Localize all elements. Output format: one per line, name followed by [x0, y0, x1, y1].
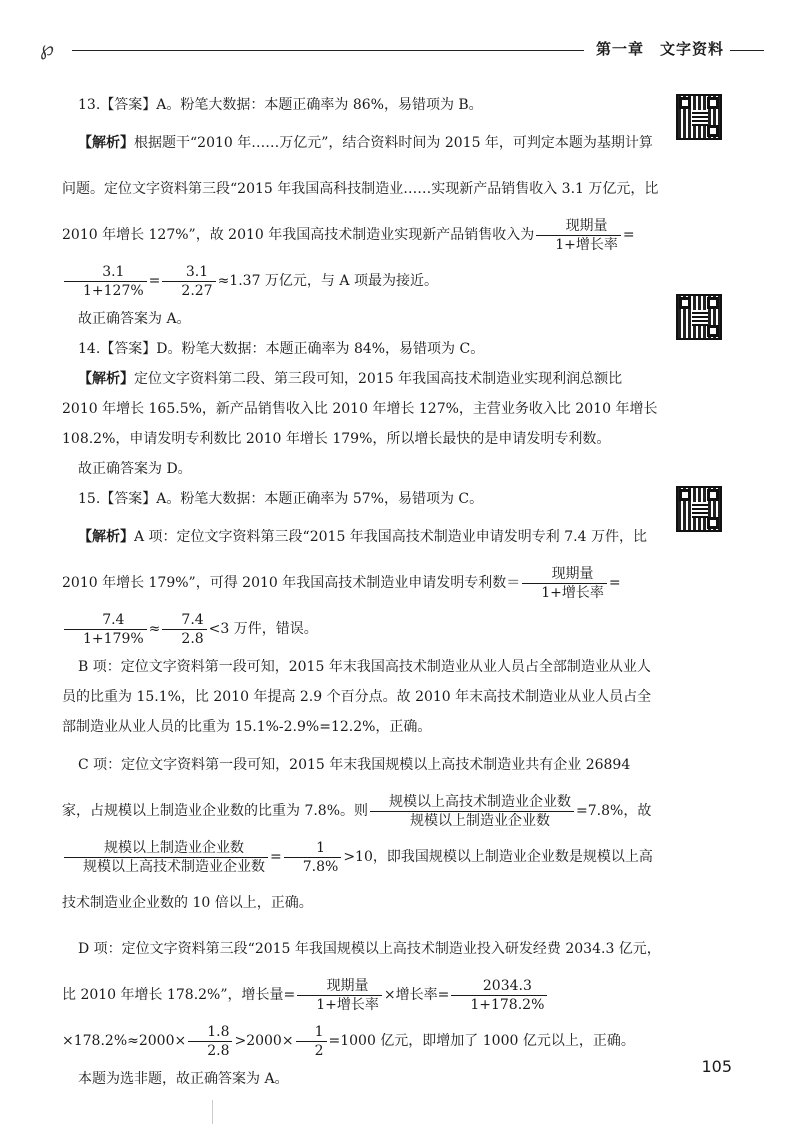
- chapter-title: 第一章 文字资料: [595, 40, 724, 58]
- q15-option-a: 【解析】A 项：定位文字资料第三段“2015 年我国高技术制造业申请发明专利 7.4 万件，比 2010 年增长 179%”，可得 2010 年我国高技术制造业申请发明专利数＝ $\frac{\text{现期量}}{\text{1+增长率}}$ = $\frac{7.4}{1+179\%}$ ≈ $\frac{7.4}{2.8}$ <3 万件，错误。: [62, 529, 647, 647]
- fraction: $\frac{1}{2}$: [296, 1023, 327, 1060]
- fraction: $\frac{3.1}{1+127\%}$: [64, 263, 147, 300]
- fraction: $\frac{7.4}{2.8}$: [162, 611, 206, 648]
- q15-option-c: C 项：定位文字资料第一段可知，2015 年末我国规模以上高技术制造业共有企业 26894 家，占规模以上制造业企业数的比重为 7.8%。则 $\frac{\text{规模以上高技术制造业企业数}}{\text{规模以上制造业企业数}}$ =7.8%，故 $\frac{\text{规模以上制造业企业数}}{\text{规模以上高技术制造业企业数}}$ = $\frac{1}{7.8\%}$ >10，即我国规模以上制造业企业数是规模以上高技术制造业企业数的 10 倍以上，正确。: [62, 757, 653, 911]
- fraction: $\frac{\text{现期量}}{\text{1+增长率}}$: [536, 217, 621, 254]
- q15-option-d: D 项：定位文字资料第三段“2015 年我国规模以上高技术制造业投入研发经费 2034.3 亿元，比 2010 年增长 178.2%”，增长量= $\frac{\text{现期量}}{\text{1+增长率}}$ ×增长率= $\frac{2034.3}{1+178.2\%}$ ×178.2%≈2000× $\frac{1.8}{2.8}$ >2000× $\frac{1}{2}$ =1000 亿元，即增加了 1000 亿元以上，正确。: [62, 941, 661, 1059]
- q13-analysis-text: 根据题干“2010 年……万亿元”，结合资料时间为 2015 年，可判定本题为基期计算问题。定位文字资料第三段“2015 年我国高科技制造业……实现新产品销售收入 3.1 万亿元，比 2010 年增长 127%”，故 2010 年我国高技术制造业实现新产品销售收入为: [62, 135, 659, 243]
- q14-analysis: [62, 364, 662, 454]
- q13-answer: 13.【答案】A。粉笔大数据：本题正确率为 86%，易错项为 B。: [78, 97, 483, 113]
- fraction: $\frac{\text{现期量}}{\text{1+增长率}}$: [522, 565, 607, 602]
- analysis-label: 【解析】: [78, 529, 134, 545]
- q15-option-b: B 项：定位文字资料第一段可知，2015 年末我国高技术制造业从业人员占全部制造业从业人员的比重为 15.1%，比 2010 年提高 2.9 个百分点。故 2010 年末高技术制造业从业人员占全部制造业从业人员的比重为 15.1%-2.9%=12.2%，正确。: [62, 659, 652, 735]
- fraction: $\frac{\text{规模以上高技术制造业企业数}}{\text{规模以上制造业企业数}}$: [370, 793, 574, 830]
- header-rule-left: [72, 50, 584, 51]
- fraction: $\frac{7.4}{1+179\%}$: [64, 611, 147, 648]
- page-number: 105: [701, 1057, 732, 1076]
- q15-answer: 15.【答案】A。粉笔大数据：本题正确率为 57%，易错项为 C。: [78, 491, 484, 507]
- qr-code-icon[interactable]: [676, 94, 722, 140]
- q13-analysis: 【解析】根据题干“2010 年……万亿元”，结合资料时间为 2015 年，可判定本题为基期计算问题。定位文字资料第三段“2015 年我国高科技制造业……实现新产品销售收入 3.1 万亿元，比 2010 年增长 127%”，故 2010 年我国高技术制造业实现新产品销售收入为 $\frac{\text{现期量}}{\text{1+增长率}}$ = $\frac{3.1}{1+127\%}$ = $\frac{3.1}{2.27}$ ≈1.37 万亿元，与 A 项最为接近。: [62, 135, 659, 299]
- fraction: $\frac{1}{7.8\%}$: [284, 839, 342, 876]
- page-content: [62, 90, 662, 1094]
- fraction: $\frac{\text{规模以上制造业企业数}}{\text{规模以上高技术制造业企业数}}$: [64, 839, 268, 876]
- header-rule-right: [730, 50, 764, 51]
- fraction: $\frac{2034.3}{1+178.2\%}$: [451, 977, 547, 1014]
- fraction: $\frac{3.1}{2.27}$: [162, 263, 215, 300]
- q14-analysis-text: 定位文字资料第二段、第三段可知，2015 年我国高技术制造业实现利润总额比 2010 年增长 165.5%，新产品销售收入比 2010 年增长 127%，主营业务收入比 2010 年增长 108.2%，申请发明专利数比 2010 年增长 179%，所以增长最快的是申请发明专利数。: [62, 371, 658, 447]
- analysis-label: 【解析】: [78, 371, 134, 387]
- q14-conclusion: 故正确答案为 D。: [78, 461, 192, 477]
- fraction: $\frac{1.8}{2.8}$: [188, 1023, 232, 1060]
- fraction: $\frac{\text{现期量}}{\text{1+增长率}}$: [297, 977, 382, 1014]
- q13-conclusion: 故正确答案为 A。: [78, 311, 191, 327]
- q14-answer: 14.【答案】D。粉笔大数据：本题正确率为 84%，易错项为 C。: [78, 341, 485, 357]
- page-header: [40, 36, 764, 64]
- q15-conclusion: 本题为选非题，故正确答案为 A。: [78, 1071, 289, 1087]
- bottom-crop-mark: [212, 1100, 213, 1124]
- qr-code-icon[interactable]: [676, 486, 722, 532]
- analysis-label: 【解析】: [78, 135, 134, 151]
- header-ornament-icon: ℘: [40, 36, 54, 60]
- qr-code-icon[interactable]: [676, 294, 722, 340]
